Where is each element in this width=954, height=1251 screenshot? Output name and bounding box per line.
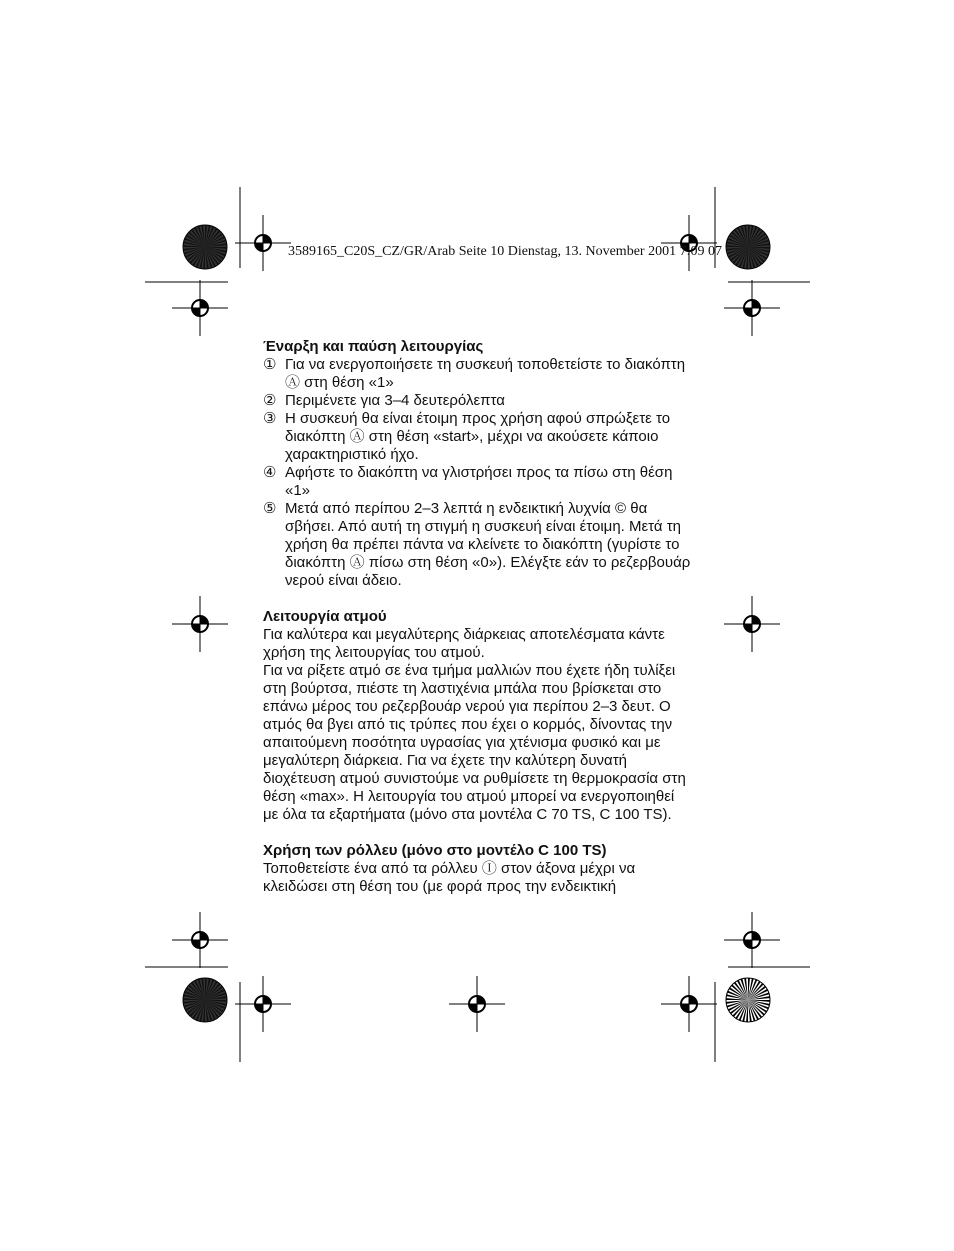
starburst-mark-icon xyxy=(726,978,770,1022)
paragraph: Για να ρίξετε ατμό σε ένα τμήμα μαλλιών που έχετε ήδη τυλίξει στη βούρτσα, πιέστε τη λαστιχένια μπάλα που βρίσκεται στο επάνω μέρος του ρεζερβουάρ νερού για περίπου 2–3 δευτ. Ο ατμός θα βγει από τις τρύπες που έχει ο κορμός, δίνοντας την απαιτούμενη ποσότητα υγρασίας για χτένισμα φυσικό και με μεγαλύτερη διάρκεια. Για να έχετε την καλύτερη δυνατή διοχέτευση ατμού συνιστούμε να ρυθμίσετε τη θερμοκρασία στη θέση «max». Η λειτουργία του ατμού μπορεί να ενεργοποιηθεί με όλα τα εξαρτήματα (μόνο στα μοντέλα C 70 TS, C 100 TS). xyxy=(263,662,686,823)
step-text: Περιμένετε για 3–4 δευτερόλεπτα xyxy=(285,392,505,409)
manual-content xyxy=(263,338,693,914)
section-rollers xyxy=(263,842,693,896)
starburst-mark-icon xyxy=(183,225,227,269)
step-number: ① xyxy=(263,356,277,373)
list-item xyxy=(263,356,693,392)
registration-target-icon xyxy=(449,976,505,1032)
list-item xyxy=(263,500,693,590)
registration-target-icon xyxy=(661,215,717,271)
registration-target-icon xyxy=(172,912,228,968)
step-text: Μετά από περίπου 2–3 λεπτά η ενδεικτική λυχνία © θα σβήσει. Από αυτή τη στιγμή η συσκευή είναι έτοιμη. Μετά τη χρήση θα πρέπει πάντα να κλείνετε το διακόπτη (γυρίστε το διακόπτη Ⓐ πίσω στη θέση «0»). Ελέγξτε εάν το ρεζερβουάρ νερού είναι άδειο. xyxy=(285,500,691,589)
registration-target-icon xyxy=(661,976,717,1032)
registration-target-icon xyxy=(172,596,228,652)
registration-target-icon xyxy=(235,976,291,1032)
section-title: Λειτουργία ατμού xyxy=(263,608,387,625)
step-text: Για να ενεργοποιήσετε τη συσκευή τοποθετείστε το διακόπτη Ⓐ στη θέση «1» xyxy=(285,356,686,391)
starburst-mark-icon xyxy=(183,978,227,1022)
step-text: Αφήστε το διακόπτη να γλιστρήσει προς τα πίσω στη θέση «1» xyxy=(285,464,673,499)
section-title: Χρήση των ρόλλευ (μόνο στο μοντέλο C 100 TS) xyxy=(263,842,607,859)
step-number: ② xyxy=(263,392,277,409)
starburst-mark-icon xyxy=(726,225,770,269)
registration-target-icon xyxy=(172,280,228,336)
step-number: ⑤ xyxy=(263,500,277,517)
list-item xyxy=(263,410,693,464)
print-header: 3589165_C20S_CZ/GR/Arab Seite 10 Dienstag, 13. November 2001 7:09 07 xyxy=(288,244,722,259)
registration-target-icon xyxy=(235,215,291,271)
paragraph: Τοποθετείστε ένα από τα ρόλλευ Ⓘ στον άξονα μέχρι να κλειδώσει στη θέση του (με φορά προς την ενδεικτική xyxy=(263,860,636,895)
section-title: Έναρξη και παύση λειτουργίας xyxy=(263,338,484,355)
step-number: ③ xyxy=(263,410,277,427)
section-steam xyxy=(263,608,693,824)
step-text: Η συσκευή θα είναι έτοιμη προς χρήση αφού σπρώξετε το διακόπτη Ⓐ στη θέση «start», μέχρι να ακούσετε κάποιο χαρακτηριστικό ήχο. xyxy=(285,410,671,463)
list-item xyxy=(263,392,693,410)
paragraph: Για καλύτερα και μεγαλύτερης διάρκειας αποτελέσματα κάντε χρήση της λειτουργίας του ατμού. xyxy=(263,626,665,661)
list-item xyxy=(263,464,693,500)
registration-target-icon xyxy=(724,596,780,652)
registration-target-icon xyxy=(724,280,780,336)
registration-target-icon xyxy=(724,912,780,968)
step-number: ④ xyxy=(263,464,277,481)
section-start-stop xyxy=(263,338,693,590)
